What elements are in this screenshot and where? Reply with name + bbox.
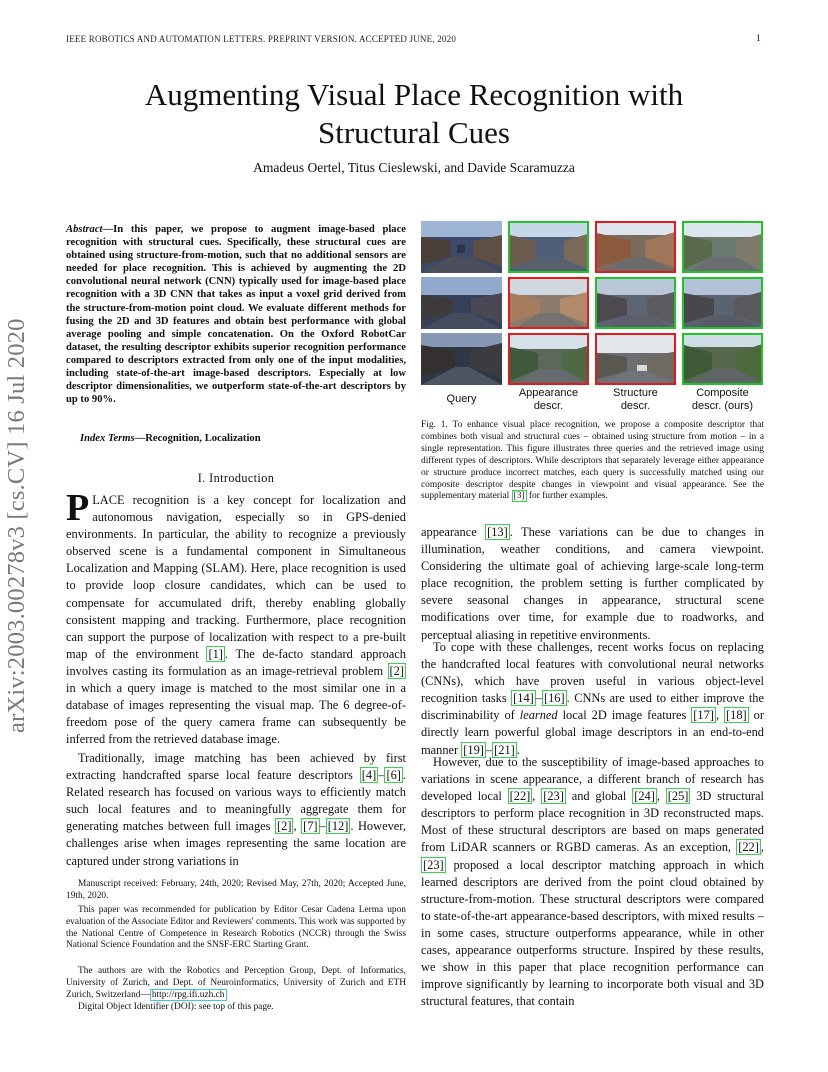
intro-text: LACE recognition is a key concept for localization and autonomous navigation, especially so in GPS-denied environments. In particular, the ability to recognize a previously observed scene is a fundamental component in Simultaneous Localization and Mapping (SLAM). Here, place recognition is used to provide loop closure candidates, which can be used to compensate for accumulated drift, thereby enabling globally consistent mapping and tracking. Furthermore, place recognition can support the purpose of localization with respect to a pre-built map of the environment bbox=[66, 493, 406, 661]
abstract-text: —In this paper, we propose to augment image-based place recognition with structural cues. Specifically, these structural cues are obtained using structure-from-motion, such that no additional sensors are needed for place recognition. This is achieved by augmenting the 2D convolutional neural network (CNN) typically used for image-based place recognition with a 3D CNN that takes as input a voxel grid derived from the structure-from-motion point cloud. We evaluate different methods for fusing the 2D and 3D features and obtain best performance with global average pooling and simple concatenation. On the Oxford RobotCar dataset, the resulting descriptor exhibits superior recognition performance compared to descriptors extracted from only one of the input modalities, including state-of-the-art image-based descriptors. Especially at low descriptor dimensionalities, we outperform state-of-the-art descriptors by up to 90%. bbox=[66, 224, 406, 406]
body-text: appearance bbox=[421, 525, 486, 539]
abstract bbox=[66, 223, 406, 406]
body-text: – bbox=[535, 691, 542, 706]
intro-text: . The de-facto standard approach involves casting its formulation as an image-retrieval problem bbox=[66, 646, 407, 678]
footnote-recommendation: This paper was recommended for publication by Editor Cesar Cadena Lerma upon evaluation of the Associate Editor and Reviewers' comments. This work was supported by the National Centre of Competence in Research Robotics (NCCR) through the Swiss National Science Foundation and the SNSF-ERC Starting Grant. bbox=[66, 905, 406, 951]
body-text: . CNNs are used to either improve the discriminability of bbox=[421, 691, 765, 723]
right-paragraph-3 bbox=[421, 754, 764, 1010]
running-header: IEEE ROBOTICS AND AUTOMATION LETTERS. PREPRINT VERSION. ACCEPTED JUNE, 2020 bbox=[66, 34, 457, 44]
caption-text: for further examples. bbox=[526, 491, 608, 502]
citation-link[interactable]: [19] bbox=[463, 742, 484, 757]
citation-link[interactable]: [1] bbox=[208, 646, 223, 661]
query-photo-1 bbox=[421, 221, 502, 273]
footnote-doi: Digital Object Identifier (DOI): see top of this page. bbox=[78, 1002, 274, 1012]
intro-paragraph bbox=[66, 487, 407, 748]
column-label-query: Query bbox=[446, 393, 477, 405]
citation-link[interactable]: [23] bbox=[543, 789, 564, 804]
citation-link[interactable]: [23] bbox=[423, 857, 444, 872]
paper-title bbox=[0, 76, 828, 152]
query-photo-2 bbox=[421, 277, 502, 329]
citation-link[interactable]: [17] bbox=[693, 708, 714, 723]
composite-match-3 bbox=[682, 333, 763, 385]
body-text: . These variations can be due to changes in illumination, weather conditions, and camera viewpoint. Considering the ultimate goal of achieving large-scale long-term place recognition, the problem setting is further complicated by severe seasonal changes in appearance, structural scene modifications over time, for example due to roadworks, and perceptual aliasing in repetitive environments. bbox=[421, 525, 765, 642]
right-paragraph-2 bbox=[421, 639, 764, 759]
citation-link[interactable]: [12] bbox=[327, 819, 349, 834]
citation-link[interactable]: [13] bbox=[487, 525, 508, 539]
citation-link[interactable]: [24] bbox=[634, 789, 655, 804]
citation-link[interactable]: [7] bbox=[303, 819, 318, 834]
body-text: , bbox=[532, 789, 542, 804]
query-photo-3 bbox=[421, 333, 502, 385]
body-text: , bbox=[715, 708, 725, 723]
body-text: – bbox=[378, 768, 385, 783]
affiliation-text: The authors are with the Robotics and Perception Group, Dept. of Informatics, University of Zurich, and Dept. of Neuroinformatics, University of Zurich and ETH Zurich, Switzerland— bbox=[66, 966, 406, 1000]
body-text: . However, challenges arise when images representing the same location are captured under strong variations in bbox=[66, 819, 406, 868]
citation-link[interactable]: [6] bbox=[386, 768, 401, 783]
footnote-manuscript: Manuscript received: February, 24th, 2020; Revised May, 27th, 2020; Accepted June, 19th, 2020. bbox=[66, 879, 406, 901]
body-text: , bbox=[760, 840, 764, 855]
caption-text: Fig. 1. To enhance visual place recognition, we propose a composite descriptor that combines both visual and structural cues – obtained using structure from motion – in a single representation. This figure illustrates three queries and the retrieved image using different types of descriptors. While descriptors that separately leverage either appearance or structure produce incorrect matches, each query is successfully matched using our composite descriptor despite changes in viewpoint and visual appearance. See the supplementary material bbox=[421, 420, 764, 502]
author-list: Amadeus Oertel, Titus Cieslewski, and Davide Scaramuzza bbox=[253, 160, 575, 175]
title-line-2: Structural Cues bbox=[318, 115, 510, 150]
body-text: . bbox=[516, 742, 520, 757]
figure-1-caption bbox=[421, 420, 764, 503]
structure-mismatch-3 bbox=[595, 333, 676, 385]
index-terms-label: Index Terms bbox=[80, 433, 135, 444]
appearance-mismatch-3 bbox=[508, 333, 589, 385]
traditional-paragraph bbox=[66, 750, 406, 870]
citation-link[interactable]: [18] bbox=[726, 708, 747, 723]
title-line-1: Augmenting Visual Place Recognition with bbox=[144, 77, 684, 112]
body-text: , bbox=[293, 819, 302, 834]
body-text: and global bbox=[565, 789, 633, 804]
citation-link[interactable]: [4] bbox=[361, 768, 377, 783]
column-label-structure: Structure descr. bbox=[613, 387, 658, 412]
drop-cap: P bbox=[66, 487, 90, 529]
index-terms-text: —Recognition, Localization bbox=[134, 433, 261, 444]
body-text: Traditionally, image matching has been achieved by first extracting handcrafted sparse local feature descriptors bbox=[66, 751, 406, 783]
citation-link[interactable]: [21] bbox=[494, 742, 515, 757]
body-text: or directly learn powerful global image descriptors in an end-to-end manner bbox=[421, 708, 764, 757]
body-text: – bbox=[485, 742, 493, 757]
citation-link[interactable]: [22] bbox=[738, 840, 759, 855]
lab-url-link[interactable]: http://rpg.ifi.uzh.ch bbox=[151, 989, 225, 1000]
citation-link[interactable]: [22] bbox=[509, 789, 531, 804]
appearance-match-1 bbox=[508, 221, 589, 273]
citation-link[interactable]: [2] bbox=[277, 819, 292, 834]
citation-link[interactable]: [14] bbox=[513, 691, 534, 706]
citation-link[interactable]: [25] bbox=[667, 789, 689, 804]
appearance-mismatch-2 bbox=[508, 277, 589, 329]
abstract-label: Abstract bbox=[66, 224, 103, 235]
citation-link[interactable]: [3] bbox=[513, 491, 525, 502]
body-text: – bbox=[319, 819, 326, 834]
composite-match-2 bbox=[682, 277, 763, 329]
page-number: 1 bbox=[756, 34, 761, 44]
body-text: , bbox=[656, 789, 666, 804]
body-text: proposed a local descriptor matching approach in which learned descriptors are derived from the point cloud obtained by structure-from-motion. These structural descriptors were compared to state-of-the-art appearance-based descriptors, with mixed results – in some cases, structure outperforms appearance, while in other cases, appearance outperforms structure. Inspired by these results, we show in this paper that place recognition performance can improve significantly by learning to incorporate both visual and 3D structural features, that contain bbox=[421, 857, 764, 1009]
intro-text: in which a query image is matched to the most similar one in a database of images representing the visual map. The 6 degree-of-freedom pose of the query camera frame can subsequently be inferred from the retrieved database image. bbox=[66, 681, 406, 747]
citation-link[interactable]: [2] bbox=[389, 663, 404, 678]
composite-match-1 bbox=[682, 221, 763, 273]
figure-1-image-grid bbox=[421, 221, 764, 416]
right-paragraph-1 bbox=[421, 524, 764, 644]
structure-match-2 bbox=[595, 277, 676, 329]
body-text: 3D structural descriptors to perform place recognition in 3D reconstructed maps. Most of these structural descriptors are based on maps generated from LiDAR scanners or RGBD cameras. As an exception, bbox=[421, 789, 764, 855]
structure-mismatch-1 bbox=[595, 221, 676, 273]
body-text: . Related research has focused on various ways to efficiently match such local features and to meaningfully aggregate them for generating matches between full images bbox=[66, 768, 406, 834]
column-label-appearance: Appearance descr. bbox=[518, 387, 579, 412]
column-label-composite: Composite descr. (ours) bbox=[691, 387, 754, 412]
arxiv-stamp: arXiv:2003.00278v3 [cs.CV] 16 Jul 2020 bbox=[3, 318, 30, 734]
footnote-affiliation bbox=[66, 966, 406, 1001]
emphasis-text: learned bbox=[519, 708, 558, 723]
index-terms bbox=[66, 432, 406, 445]
body-text: However, due to the susceptibility of image-based approaches to variations in scene appearance, a different branch of research has developed local bbox=[421, 755, 764, 804]
body-text: To cope with these challenges, recent works focus on replacing the handcrafted local features with convolutional neural networks (CNNs), which have proven useful in various object-level recognition tasks bbox=[421, 640, 764, 706]
section-heading-introduction: I. Introduction bbox=[197, 471, 275, 485]
citation-link[interactable]: [16] bbox=[543, 691, 565, 706]
body-text: local 2D image features bbox=[557, 708, 692, 723]
